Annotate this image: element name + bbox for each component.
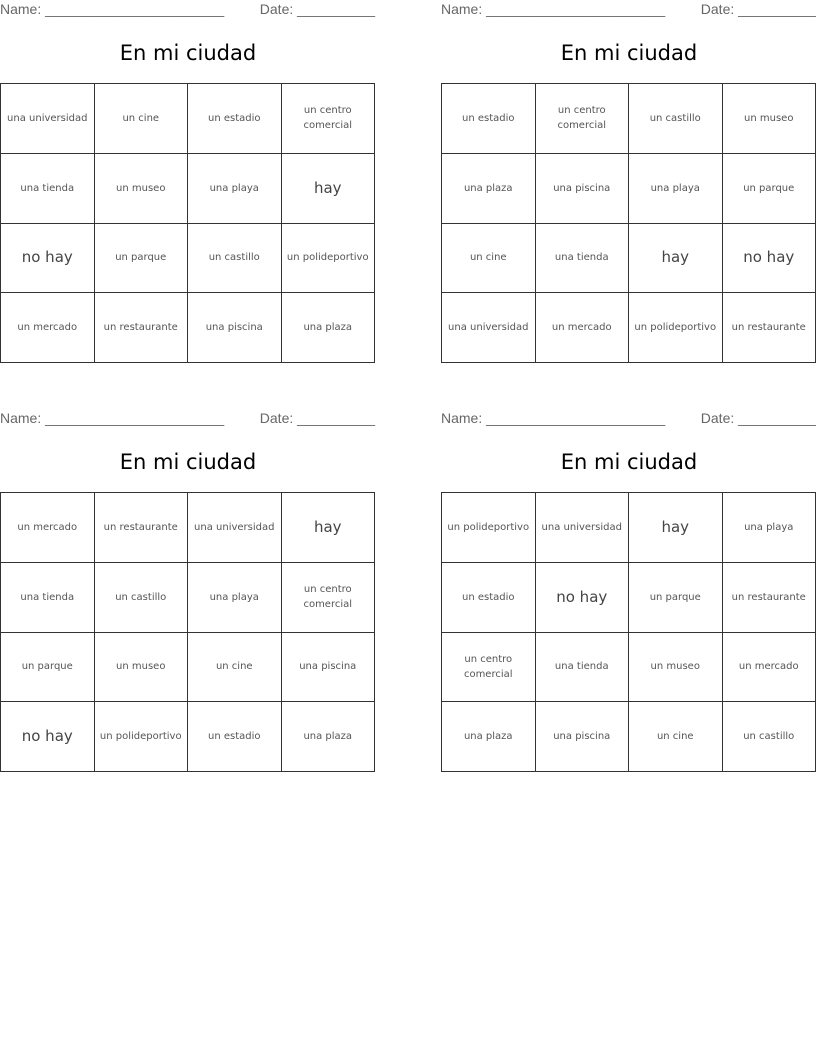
- bingo-cell: un museo: [95, 154, 189, 224]
- bingo-cell: un cine: [442, 224, 536, 294]
- bingo-cell: hay: [629, 493, 723, 563]
- bingo-cell: una tienda: [1, 154, 95, 224]
- bingo-cell: un polideportivo: [442, 493, 536, 563]
- bingo-cell: un estadio: [442, 563, 536, 633]
- bingo-cell: una piscina: [188, 293, 282, 363]
- bingo-cell: un castillo: [188, 224, 282, 294]
- bingo-cell: una piscina: [282, 633, 376, 703]
- bingo-cell: una tienda: [536, 224, 630, 294]
- bingo-cell: un parque: [1, 633, 95, 703]
- bingo-cell: un castillo: [95, 563, 189, 633]
- bingo-cell: un estadio: [442, 84, 536, 154]
- bingo-cell: un centro comercial: [442, 633, 536, 703]
- bingo-cell: una playa: [723, 493, 816, 563]
- name-field: Name: _______________________: [0, 410, 225, 426]
- bingo-cell: no hay: [1, 702, 95, 772]
- bingo-card-1: [0, 0, 376, 364]
- bingo-card-4: [441, 409, 816, 773]
- bingo-grid: [0, 83, 375, 363]
- bingo-cell: un cine: [188, 633, 282, 703]
- bingo-cell: no hay: [723, 224, 816, 294]
- bingo-cell: una piscina: [536, 702, 630, 772]
- date-field: Date: __________: [259, 410, 375, 426]
- card-header: [0, 1, 376, 19]
- bingo-cell: un museo: [723, 84, 816, 154]
- bingo-cell: una universidad: [1, 84, 95, 154]
- name-field: Name: _______________________: [441, 1, 666, 17]
- bingo-cell: un mercado: [536, 293, 630, 363]
- bingo-cell: un centro comercial: [282, 84, 376, 154]
- bingo-cell: un polideportivo: [629, 293, 723, 363]
- bingo-cell: una universidad: [536, 493, 630, 563]
- date-field: Date: __________: [259, 1, 375, 17]
- card-header: [441, 410, 816, 428]
- bingo-cell: una playa: [188, 563, 282, 633]
- bingo-grid: [441, 83, 816, 363]
- bingo-cell: una universidad: [188, 493, 282, 563]
- bingo-cell: una plaza: [442, 154, 536, 224]
- bingo-cell: no hay: [1, 224, 95, 294]
- bingo-cell: un centro comercial: [536, 84, 630, 154]
- bingo-cell: un museo: [95, 633, 189, 703]
- name-field: Name: _______________________: [441, 410, 666, 426]
- bingo-cell: una plaza: [442, 702, 536, 772]
- card-title: En mi ciudad: [560, 41, 698, 65]
- bingo-cell: un museo: [629, 633, 723, 703]
- bingo-card-2: [441, 0, 816, 364]
- card-header: [0, 410, 376, 428]
- bingo-cell: una playa: [188, 154, 282, 224]
- date-field: Date: __________: [700, 410, 816, 426]
- bingo-cell: una plaza: [282, 293, 376, 363]
- bingo-cell: una tienda: [536, 633, 630, 703]
- bingo-cell: no hay: [536, 563, 630, 633]
- bingo-cell: una piscina: [536, 154, 630, 224]
- bingo-cell: un restaurante: [723, 293, 816, 363]
- bingo-cell: un estadio: [188, 702, 282, 772]
- bingo-cell: un restaurante: [95, 493, 189, 563]
- bingo-cell: un mercado: [1, 493, 95, 563]
- bingo-cell: una playa: [629, 154, 723, 224]
- bingo-cell: un centro comercial: [282, 563, 376, 633]
- bingo-cell: un estadio: [188, 84, 282, 154]
- bingo-cell: un mercado: [1, 293, 95, 363]
- bingo-cell: un cine: [95, 84, 189, 154]
- bingo-cell: un cine: [629, 702, 723, 772]
- name-field: Name: _______________________: [0, 1, 225, 17]
- date-field: Date: __________: [700, 1, 816, 17]
- bingo-cell: una plaza: [282, 702, 376, 772]
- bingo-cell: un restaurante: [95, 293, 189, 363]
- bingo-cell: una universidad: [442, 293, 536, 363]
- bingo-cell: hay: [282, 154, 376, 224]
- card-header: [441, 1, 816, 19]
- bingo-cell: un mercado: [723, 633, 816, 703]
- bingo-grid: [441, 492, 816, 772]
- bingo-cell: un parque: [95, 224, 189, 294]
- bingo-cell: una tienda: [1, 563, 95, 633]
- bingo-cell: un parque: [723, 154, 816, 224]
- bingo-card-3: [0, 409, 376, 773]
- bingo-grid: [0, 492, 375, 772]
- bingo-cell: un castillo: [723, 702, 816, 772]
- bingo-cell: un polideportivo: [95, 702, 189, 772]
- bingo-cell: hay: [629, 224, 723, 294]
- bingo-cell: un parque: [629, 563, 723, 633]
- bingo-cell: hay: [282, 493, 376, 563]
- card-title: En mi ciudad: [119, 41, 257, 65]
- bingo-cell: un restaurante: [723, 563, 816, 633]
- bingo-cell: un castillo: [629, 84, 723, 154]
- card-title: En mi ciudad: [560, 450, 698, 474]
- bingo-cell: un polideportivo: [282, 224, 376, 294]
- card-title: En mi ciudad: [119, 450, 257, 474]
